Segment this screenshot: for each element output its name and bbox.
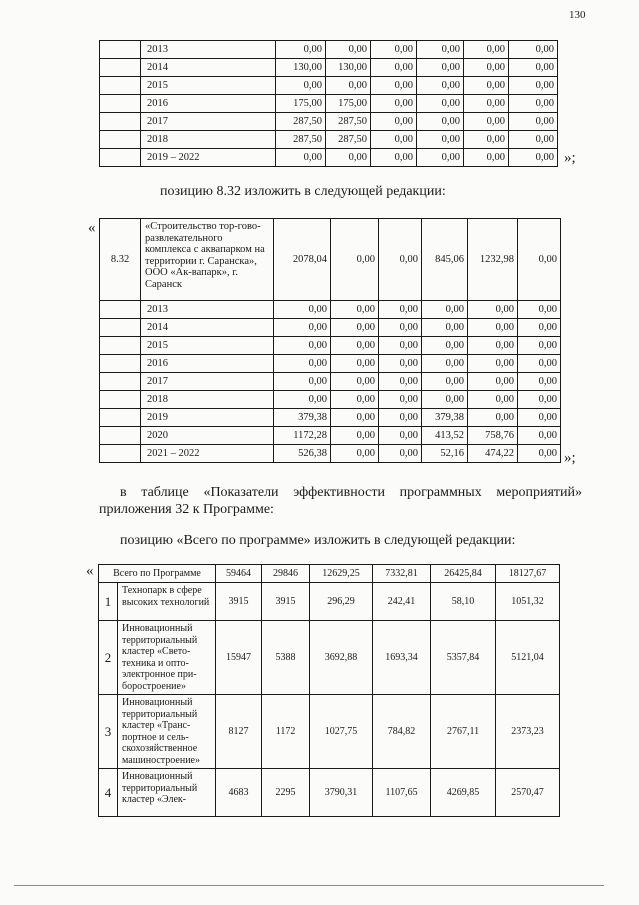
table-row bbox=[99, 695, 560, 769]
table-row bbox=[100, 219, 561, 301]
empty-cell bbox=[100, 113, 141, 131]
value-cell: 4683 bbox=[216, 769, 262, 817]
value-cell: 0,00 bbox=[518, 301, 561, 319]
paragraph-total-position: позицию «Всего по программе» изложить в следующей редакции: bbox=[120, 533, 516, 548]
value-cell: 0,00 bbox=[464, 113, 509, 131]
value-cell: 0,00 bbox=[509, 95, 558, 113]
value-cell: 0,00 bbox=[518, 445, 561, 463]
value-cell: 287,50 bbox=[326, 131, 371, 149]
value-cell: 0,00 bbox=[379, 391, 422, 409]
table-efficiency-indicators bbox=[98, 564, 560, 817]
value-cell: 5357,84 bbox=[431, 621, 496, 695]
value-cell: 0,00 bbox=[331, 355, 379, 373]
value-cell: 0,00 bbox=[331, 319, 379, 337]
table-row bbox=[100, 319, 561, 337]
value-cell: 0,00 bbox=[422, 301, 468, 319]
value-cell: 0,00 bbox=[422, 319, 468, 337]
value-cell: 0,00 bbox=[518, 427, 561, 445]
value-cell: 0,00 bbox=[464, 131, 509, 149]
table-row bbox=[100, 301, 561, 319]
year-cell: 2016 bbox=[141, 355, 274, 373]
value-cell: 1107,65 bbox=[373, 769, 431, 817]
value-cell: 0,00 bbox=[274, 391, 331, 409]
value-cell: 845,06 bbox=[422, 219, 468, 301]
value-cell: 58,10 bbox=[431, 583, 496, 621]
table-row bbox=[100, 373, 561, 391]
value-cell: 0,00 bbox=[518, 337, 561, 355]
value-cell: 0,00 bbox=[331, 445, 379, 463]
cluster-name: Инновационный территориальный кластер «Свето-техника и опто-электронное при-боростроение» bbox=[118, 621, 216, 695]
year-cell: 2018 bbox=[141, 131, 276, 149]
empty-cell bbox=[100, 409, 141, 427]
table-row bbox=[100, 77, 558, 95]
value-cell: 0,00 bbox=[509, 77, 558, 95]
value-cell: 18127,67 bbox=[496, 565, 560, 583]
paragraph-position-8-32: позицию 8.32 изложить в следующей редакции: bbox=[160, 184, 446, 199]
value-cell: 0,00 bbox=[468, 391, 518, 409]
year-cell: 2017 bbox=[141, 373, 274, 391]
value-cell: 2767,11 bbox=[431, 695, 496, 769]
row-number: 4 bbox=[99, 769, 118, 817]
value-cell: 3692,88 bbox=[310, 621, 373, 695]
page-number: 130 bbox=[569, 9, 586, 21]
value-cell: 0,00 bbox=[274, 319, 331, 337]
value-cell: 0,00 bbox=[468, 355, 518, 373]
value-cell: 0,00 bbox=[464, 77, 509, 95]
value-cell: 1232,98 bbox=[468, 219, 518, 301]
value-cell: 0,00 bbox=[422, 355, 468, 373]
value-cell: 0,00 bbox=[371, 149, 417, 167]
value-cell: 2295 bbox=[262, 769, 310, 817]
value-cell: 0,00 bbox=[417, 77, 464, 95]
value-cell: 1172,28 bbox=[274, 427, 331, 445]
value-cell: 2078,04 bbox=[274, 219, 331, 301]
table-row bbox=[100, 409, 561, 427]
value-cell: 0,00 bbox=[331, 373, 379, 391]
empty-cell bbox=[100, 355, 141, 373]
value-cell: 2570,47 bbox=[496, 769, 560, 817]
table-position-8-32 bbox=[99, 218, 561, 463]
value-cell: 296,29 bbox=[310, 583, 373, 621]
value-cell: 287,50 bbox=[276, 113, 326, 131]
value-cell: 0,00 bbox=[371, 95, 417, 113]
value-cell: 526,38 bbox=[274, 445, 331, 463]
empty-cell bbox=[100, 373, 141, 391]
empty-cell bbox=[100, 149, 141, 167]
value-cell: 0,00 bbox=[326, 77, 371, 95]
year-cell: 2013 bbox=[141, 41, 276, 59]
value-cell: 0,00 bbox=[464, 149, 509, 167]
value-cell: 0,00 bbox=[379, 301, 422, 319]
value-cell: 379,38 bbox=[274, 409, 331, 427]
value-cell: 758,76 bbox=[468, 427, 518, 445]
value-cell: 130,00 bbox=[326, 59, 371, 77]
value-cell: 0,00 bbox=[468, 337, 518, 355]
value-cell: 0,00 bbox=[371, 41, 417, 59]
value-cell: 0,00 bbox=[379, 319, 422, 337]
value-cell: 0,00 bbox=[468, 319, 518, 337]
empty-cell bbox=[100, 131, 141, 149]
row-number: 3 bbox=[99, 695, 118, 769]
cluster-name: Технопарк в сфере высоких технологий bbox=[118, 583, 216, 621]
table-row bbox=[100, 59, 558, 77]
empty-cell bbox=[100, 77, 141, 95]
value-cell: 0,00 bbox=[326, 41, 371, 59]
value-cell: 242,41 bbox=[373, 583, 431, 621]
value-cell: 4269,85 bbox=[431, 769, 496, 817]
value-cell: 5121,04 bbox=[496, 621, 560, 695]
empty-cell bbox=[100, 59, 141, 77]
value-cell: 0,00 bbox=[371, 59, 417, 77]
value-cell: 15947 bbox=[216, 621, 262, 695]
value-cell: 0,00 bbox=[468, 409, 518, 427]
empty-cell bbox=[100, 445, 141, 463]
value-cell: 0,00 bbox=[518, 409, 561, 427]
closing-quote-1: »; bbox=[564, 150, 576, 166]
empty-cell bbox=[100, 41, 141, 59]
row-number: 2 bbox=[99, 621, 118, 695]
value-cell: 0,00 bbox=[379, 337, 422, 355]
value-cell: 0,00 bbox=[379, 427, 422, 445]
value-cell: 0,00 bbox=[379, 409, 422, 427]
empty-cell bbox=[100, 391, 141, 409]
opening-quote-2: « bbox=[88, 220, 96, 236]
value-cell: 0,00 bbox=[371, 77, 417, 95]
value-cell: 287,50 bbox=[326, 113, 371, 131]
value-cell: 0,00 bbox=[331, 337, 379, 355]
table-row bbox=[100, 445, 561, 463]
opening-quote-3: « bbox=[86, 563, 94, 579]
value-cell: 0,00 bbox=[518, 391, 561, 409]
value-cell: 0,00 bbox=[326, 149, 371, 167]
object-name: «Строительство тор-гово-развлекательного комплекса с аквапарком на территории г. Саранска», ООО «Ак-вапарк», г. Саранск bbox=[141, 219, 274, 301]
value-cell: 0,00 bbox=[468, 301, 518, 319]
value-cell: 0,00 bbox=[518, 219, 561, 301]
value-cell: 413,52 bbox=[422, 427, 468, 445]
total-label: Всего по Программе bbox=[99, 565, 216, 583]
empty-cell bbox=[100, 427, 141, 445]
table-row bbox=[100, 337, 561, 355]
value-cell: 0,00 bbox=[371, 131, 417, 149]
value-cell: 0,00 bbox=[509, 113, 558, 131]
value-cell: 3915 bbox=[262, 583, 310, 621]
value-cell: 3790,31 bbox=[310, 769, 373, 817]
value-cell: 0,00 bbox=[274, 373, 331, 391]
value-cell: 0,00 bbox=[464, 59, 509, 77]
value-cell: 1051,32 bbox=[496, 583, 560, 621]
cluster-name: Инновационный территориальный кластер «Транс-портное и сель-скохозяйственное машиностроение» bbox=[118, 695, 216, 769]
value-cell: 8127 bbox=[216, 695, 262, 769]
value-cell: 1172 bbox=[262, 695, 310, 769]
table-row bbox=[99, 769, 560, 817]
table-row bbox=[99, 583, 560, 621]
paragraph-table-reference-text: в таблице «Показатели эффективности программных мероприятий» приложения 32 к Программе: bbox=[99, 485, 582, 517]
table-row bbox=[100, 131, 558, 149]
empty-cell bbox=[100, 301, 141, 319]
value-cell: 29846 bbox=[262, 565, 310, 583]
empty-cell bbox=[100, 95, 141, 113]
value-cell: 0,00 bbox=[464, 41, 509, 59]
value-cell: 0,00 bbox=[331, 427, 379, 445]
closing-quote-2: »; bbox=[564, 450, 576, 466]
cluster-name: Инновационный территориальный кластер «Элек- bbox=[118, 769, 216, 817]
value-cell: 175,00 bbox=[326, 95, 371, 113]
row-number: 1 bbox=[99, 583, 118, 621]
value-cell: 2373,23 bbox=[496, 695, 560, 769]
value-cell: 0,00 bbox=[274, 355, 331, 373]
value-cell: 175,00 bbox=[276, 95, 326, 113]
year-cell: 2019 bbox=[141, 409, 274, 427]
value-cell: 0,00 bbox=[331, 219, 379, 301]
value-cell: 130,00 bbox=[276, 59, 326, 77]
paragraph-table-reference bbox=[99, 484, 582, 518]
table-row bbox=[100, 391, 561, 409]
value-cell: 3915 bbox=[216, 583, 262, 621]
value-cell: 0,00 bbox=[422, 391, 468, 409]
value-cell: 0,00 bbox=[509, 149, 558, 167]
position-number: 8.32 bbox=[100, 219, 141, 301]
value-cell: 0,00 bbox=[518, 355, 561, 373]
value-cell: 0,00 bbox=[417, 131, 464, 149]
table-row bbox=[100, 95, 558, 113]
year-cell: 2014 bbox=[141, 319, 274, 337]
value-cell: 0,00 bbox=[276, 149, 326, 167]
year-cell: 2018 bbox=[141, 391, 274, 409]
value-cell: 26425,84 bbox=[431, 565, 496, 583]
value-cell: 0,00 bbox=[274, 301, 331, 319]
table-row-total bbox=[99, 565, 560, 583]
bottom-rule bbox=[14, 885, 604, 886]
value-cell: 0,00 bbox=[422, 337, 468, 355]
value-cell: 0,00 bbox=[417, 59, 464, 77]
value-cell: 0,00 bbox=[422, 373, 468, 391]
year-cell: 2017 bbox=[141, 113, 276, 131]
value-cell: 12629,25 bbox=[310, 565, 373, 583]
year-cell: 2016 bbox=[141, 95, 276, 113]
table-row bbox=[100, 149, 558, 167]
value-cell: 0,00 bbox=[509, 131, 558, 149]
value-cell: 0,00 bbox=[331, 409, 379, 427]
value-cell: 0,00 bbox=[509, 41, 558, 59]
value-cell: 0,00 bbox=[518, 373, 561, 391]
empty-cell bbox=[100, 319, 141, 337]
value-cell: 0,00 bbox=[417, 113, 464, 131]
value-cell: 0,00 bbox=[379, 219, 422, 301]
value-cell: 0,00 bbox=[464, 95, 509, 113]
table-row bbox=[100, 427, 561, 445]
value-cell: 784,82 bbox=[373, 695, 431, 769]
table-row bbox=[99, 621, 560, 695]
value-cell: 0,00 bbox=[379, 373, 422, 391]
value-cell: 5388 bbox=[262, 621, 310, 695]
value-cell: 7332,81 bbox=[373, 565, 431, 583]
value-cell: 0,00 bbox=[518, 319, 561, 337]
year-cell: 2015 bbox=[141, 77, 276, 95]
year-cell: 2019 – 2022 bbox=[141, 149, 276, 167]
empty-cell bbox=[100, 337, 141, 355]
table-row bbox=[100, 113, 558, 131]
value-cell: 0,00 bbox=[371, 113, 417, 131]
value-cell: 0,00 bbox=[331, 301, 379, 319]
year-cell: 2021 – 2022 bbox=[141, 445, 274, 463]
year-cell: 2020 bbox=[141, 427, 274, 445]
value-cell: 0,00 bbox=[509, 59, 558, 77]
year-cell: 2015 bbox=[141, 337, 274, 355]
value-cell: 0,00 bbox=[276, 77, 326, 95]
value-cell: 0,00 bbox=[276, 41, 326, 59]
value-cell: 287,50 bbox=[276, 131, 326, 149]
value-cell: 1693,34 bbox=[373, 621, 431, 695]
value-cell: 0,00 bbox=[417, 41, 464, 59]
value-cell: 474,22 bbox=[468, 445, 518, 463]
year-cell: 2013 bbox=[141, 301, 274, 319]
table-row bbox=[100, 355, 561, 373]
value-cell: 52,16 bbox=[422, 445, 468, 463]
value-cell: 0,00 bbox=[417, 95, 464, 113]
value-cell: 0,00 bbox=[331, 391, 379, 409]
table-position-continuation bbox=[99, 40, 558, 167]
value-cell: 59464 bbox=[216, 565, 262, 583]
value-cell: 0,00 bbox=[468, 373, 518, 391]
value-cell: 0,00 bbox=[379, 445, 422, 463]
table-row bbox=[100, 41, 558, 59]
value-cell: 0,00 bbox=[417, 149, 464, 167]
year-cell: 2014 bbox=[141, 59, 276, 77]
value-cell: 0,00 bbox=[379, 355, 422, 373]
value-cell: 0,00 bbox=[274, 337, 331, 355]
value-cell: 1027,75 bbox=[310, 695, 373, 769]
value-cell: 379,38 bbox=[422, 409, 468, 427]
